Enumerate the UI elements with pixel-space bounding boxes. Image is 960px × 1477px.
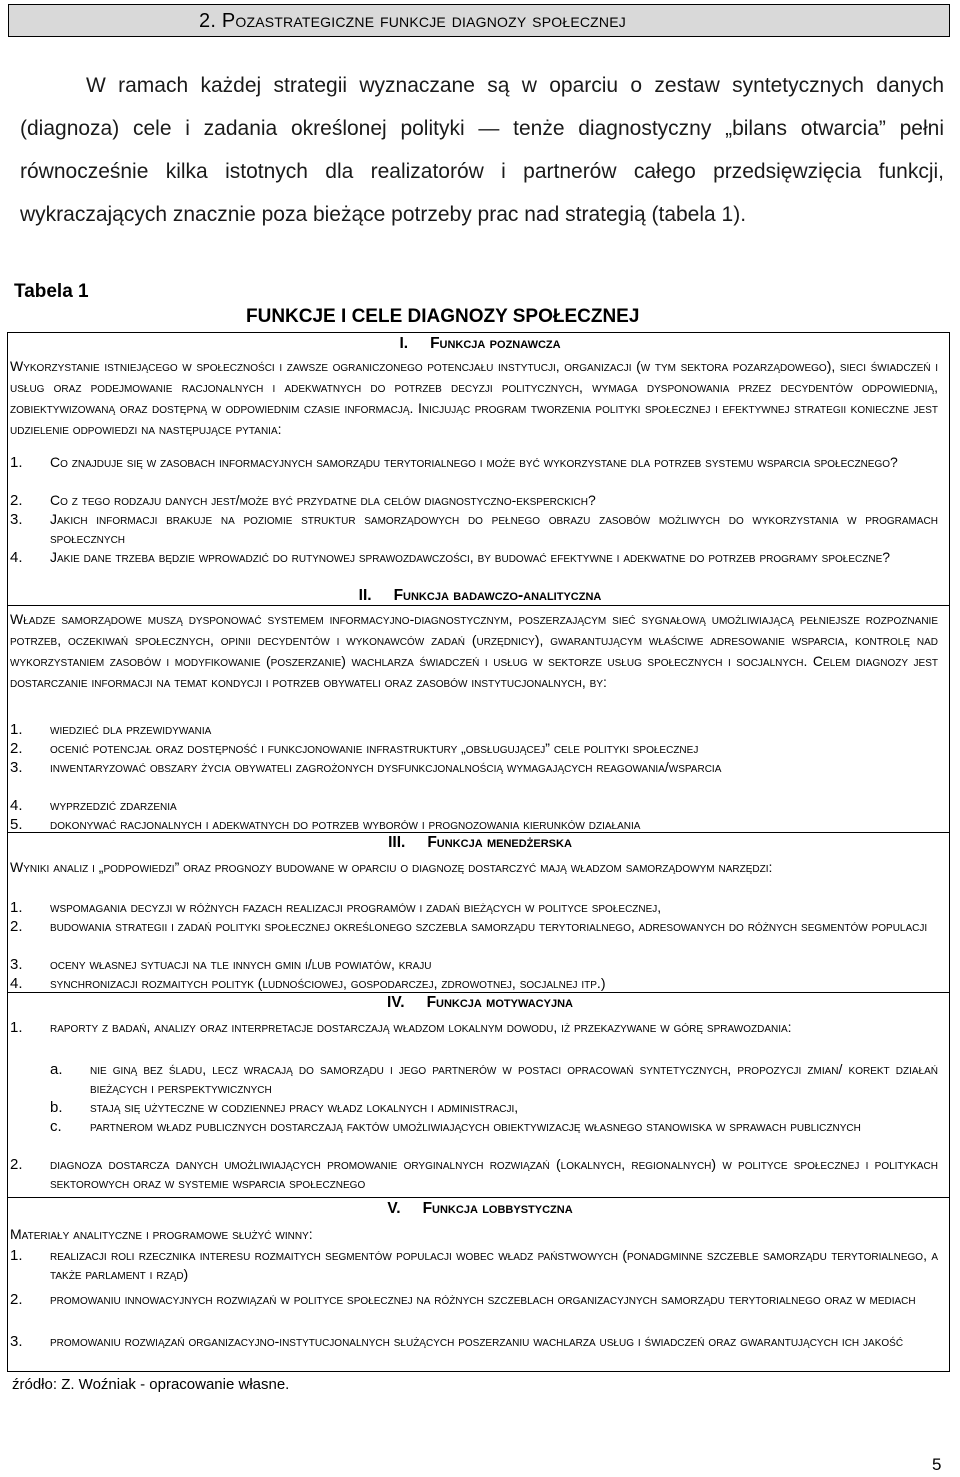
page-number: 5 (932, 1455, 942, 1474)
source-note: źródło: Z. Woźniak - opracowanie własne. (12, 1376, 290, 1393)
section-2-intro: Władze samorządowe muszą dysponować systemem informacyjno-diagnostycznym, poszerzającym sieć sygnałową umożliwiającą pełniejsze rozpoznanie potrzeb, oczekiwań społecznych, opinii decydentów i wykonawców zadań (urzędnicy), gwarantującym właściwe adresowanie wsparcia, kontrolę nad wykorzystaniem zasobów i modyfikowanie (poszerzanie) wachlarza świadczeń i usług w sektorze usług społecznych i socjalnych. Celem diagnozy jest dostarczanie informacji na temat kondycji i potrzeb obywateli oraz zasobów instytucjonalnych, by: (10, 611, 938, 690)
section-header (8, 4, 950, 37)
table-divider (7, 605, 950, 606)
intro-text: W ramach każdej strategii wyznaczane są w oparciu o zestaw syntetycznych danych (diagnoza) cele i zadania określonej polityki — tenże diagnostyczny „bilans otwarcia” pełni równocześnie kilka istotnych dla realizatorów i partnerów całego przedsięwzięcia funkcji, wykraczających znacznie poza bieżące potrzeby prac nad strategią (tabela 1). (20, 74, 944, 226)
section-5-intro: Materiały analityczne i programowe służyć winny: (10, 1226, 313, 1242)
section-4-heading: IV. Funkcja motywacyjna (387, 994, 573, 1011)
document-page: 2. Pozastrategiczne funkcje diagnozy społecznej W ramach każdej strategii wyznaczane są w oparciu o zestaw syntetycznych danych (diagnoza) cele i zadania określonej polityki — tenże diagnostyczny „bilans otwarcia” pełni równocześnie kilka istotnych dla realizatorów i partnerów całego przedsięwzięcia funkcji, wykraczających znacznie poza bieżące potrzeby prac nad strategią (tabela 1). Tabela 1 FUNKCJE I CELE DIAGNOZY SPOŁECZNEJ I. Funkcja poznawcza Wykorzystanie istniejącego w społeczności i zawsze ograniczonego potencjału instytucji, organizacji (w tym sektora pozarządowego), sieci świadczeń i usług oraz podejmowanie racjonalnych i adekwatnych do potrzeb decyzji politycznych, wymaga dysponowania przez decydentów odpowiednią, zobiektywizowaną oraz dostępną w odpowiednim czasie informacją. Inicjując program tworzenia polityki społecznej i efektywnej strategii konieczne jest udzielenie odpowiedzi na następujące pytania: 1. Co znajduje się w zasobach informacyjnych samorządu terytorialnego i może być wykorzystane dla potrzeb systemu wsparcia społecznego? 2. Co z tego rodzaju danych jest/może być przydatne dla celów diagnostyczno-eksperckich? 3. Jakich informacji brakuje na poziomie struktur samorządowych do pełnego obrazu zasobów możliwych do wykorzystania w programach społecznych 4. Jakie dane trzeba będzie wprowadzić do rutynowej sprawozdawczości, by budować efektywne i adekwatne do potrzeb programy społeczne? II. Funkcja badawczo-analityczna Władze samorządowe muszą dysponować systemem informacyjno-diagnostycznym, poszerzającym sieć sygnałową umożliwiającą pełniejsze rozpoznanie potrzeb, oczekiwań społecznych, opinii decydentów i wykonawców zadań (urzędnicy), gwarantującym właściwe adresowanie wsparcia, kontrolę nad wykorzystaniem zasobów i modyfikowanie (poszerzanie) wachlarza świadczeń i usług w sektorze usług społecznych i socjalnych. Celem diagnozy jest dostarczanie informacji na temat kondycji i potrzeb obywateli oraz zasobów instytucjonalnych, by: 1. wiedzieć dla przewidywania 2. ocenić potencjał oraz dostępność i funkcjonowanie infrastruktury „obsługującej” cele polityki społecznej 3. inwentaryzować obszary życia obywateli zagrożonych dysfunkcjonalnością wymagających reagowania/wsparcia 4. wyprzedzić zdarzenia 5. dokonywać racjonalnych i adekwatnych do potrzeb wyborów i prognozowania kierunków działania III. Funkcja menedżerska Wyniki analiz i „podpowiedzi” oraz prognozy budowane w oparciu o diagnozę dostarczyć mają władzom samorządowym narzędzi: 1. wspomagania decyzji w różnych fazach realizacji programów i zadań bieżących w polityce społecznej, 2. budowania strategii i zadań polityki społecznej określonego szczebla samorządu terytorialnego, adresowanych do różnych segmentów populacji 3. oceny własnej sytuacji na tle innych gmin i/lub powiatów, kraju 4. synchronizacji rozmaitych polityk (ludnościowej, gospodarczej, zdrowotnej, socjalnej itp.) IV. Funkcja motywacyjna 1. raporty z badań, analizy oraz interpretacje dostarczają władzom lokalnym dowodu, iż przekazywane w górę sprawozdania: a. nie giną bez śladu, lecz wracają do samorządu i jego partnerów w postaci opracowań syntetycznych, propozycji zmian/ korekt działań bieżących i perspektywicznych b. stają się użyteczne w codziennej pracy władz lokalnych i administracji, c. partnerom władz publicznych dostarczają faktów umożliwiających obiektywizację własnego stanowiska w sprawach publicznych 2. diagnoza dostarcza danych umożliwiających promowanie oryginalnych rozwiązań (lokalnych, regionalnych) w polityce społecznej i politykach sektorowych oraz w systemie wsparcia społecznego V. Funkcja lobbystyczna Materiały analityczne i programowe służyć winny: 1. realizacji roli rzecznika interesu rozmaitych segmentów populacji wobec władz państwowych (ponadgminne szczeble samorządu terytorialnego, a także parlament i rząd) 2. promowaniu innowacyjnych rozwiązań w polityce społecznej na różnych szczeblach organizacyjnych samorządu terytorialnego oraz w mediach 3. promowaniu rozwiązań organizacyjno-instytucjonalnych służących poszerzaniu wachlarza usług i świadczeń oraz gwarantujących ich jakość źródło: Z. Woźniak - opracowanie własne. 5 (0, 0, 960, 1477)
section-3-heading: III. Funkcja menedżerska (388, 834, 572, 851)
section-heading: 2. Pozastrategiczne funkcje diagnozy społecznej (199, 10, 626, 32)
intro-paragraph (20, 64, 944, 236)
section-1-intro: Wykorzystanie istniejącego w społeczności i zawsze ograniczonego potencjału instytucji, organizacji (w tym sektora pozarządowego), sieci świadczeń i usług oraz podejmowanie racjonalnych i adekwatnych do potrzeb decyzji politycznych, wymaga dysponowania przez decydentów odpowiednią, zobiektywizowaną oraz dostępną w odpowiednim czasie informacją. Inicjując program tworzenia polityki społecznej i efektywnej strategii konieczne jest udzielenie odpowiedzi na następujące pytania: (10, 358, 938, 437)
section-3-intro: Wyniki analiz i „podpowiedzi” oraz prognozy budowane w oparciu o diagnozę dostarczyć mają władzom samorządowym narzędzi: (10, 859, 773, 875)
table-title: FUNKCJE I CELE DIAGNOZY SPOŁECZNEJ (246, 306, 640, 327)
table-label: Tabela 1 (14, 281, 89, 302)
section-2-heading: II. Funkcja badawczo-analityczna (358, 587, 602, 604)
section-1-heading: I. Funkcja poznawcza (399, 335, 561, 352)
table-divider (7, 1197, 950, 1198)
section-5-heading: V. Funkcja lobbystyczna (387, 1200, 573, 1217)
